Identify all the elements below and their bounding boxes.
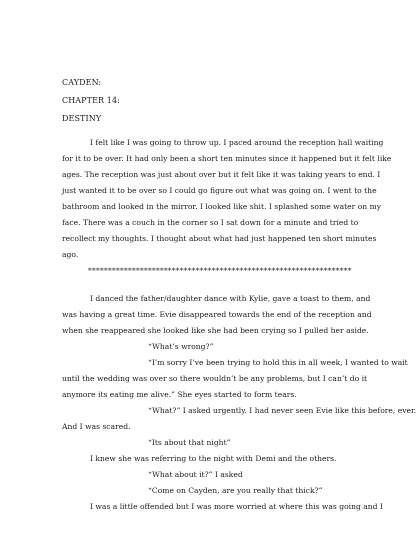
text-line: I felt like I was going to throw up. I paced around the reception hall waiting bbox=[90, 138, 384, 147]
dialogue-line: “What about it?” I asked bbox=[148, 470, 243, 479]
dialogue-line: “I’m sorry I’ve been trying to hold this in all week, I wanted to wait bbox=[148, 358, 408, 367]
dialogue-line: “Its about that night” bbox=[148, 438, 231, 447]
text-line: I danced the father/daughter dance with Kylie, gave a toast to them, and bbox=[90, 294, 371, 303]
dialogue-line: “What’s wrong?” bbox=[148, 342, 214, 351]
text-line: ages. The reception was just about over but it felt like it was taking years to end. I bbox=[62, 170, 381, 179]
text-line: ago. bbox=[62, 250, 79, 259]
text-line: when she reappeared she looked like she had been crying so I pulled her aside. bbox=[62, 326, 369, 335]
character-heading: CAYDEN: bbox=[62, 78, 102, 87]
text-line: for it to be over. It had only been a short ten minutes since it happened but it felt like bbox=[62, 154, 392, 163]
dialogue-line: “What?” I asked urgently. I had never seen Evie like this before, ever. bbox=[148, 406, 417, 415]
section-separator: ****************************************************************** bbox=[88, 266, 352, 275]
text-line: I was a little offended but I was more worried at where this was going and I bbox=[90, 502, 383, 511]
text-line: I knew she was referring to the night with Demi and the others. bbox=[90, 454, 337, 463]
text-line: And I was scared. bbox=[62, 422, 131, 431]
chapter-heading: CHAPTER 14: bbox=[62, 96, 120, 105]
text-line: bathroom and looked in the mirror. I looked like shit. I splashed some water on my bbox=[62, 202, 382, 211]
text-line: until the wedding was over so there wouldn’t be any problems, but I can’t do it bbox=[62, 374, 368, 383]
text-line: was having a great time. Evie disappeared towards the end of the reception and bbox=[62, 310, 372, 319]
text-line: face. There was a couch in the corner so I sat down for a minute and tried to bbox=[62, 218, 359, 227]
text-line: anymore its eating me alive.” She eyes started to form tears. bbox=[62, 390, 297, 399]
chapter-title: DESTINY bbox=[62, 114, 102, 123]
text-line: recollect my thoughts. I thought about what had just happened ten short minutes bbox=[62, 234, 377, 243]
text-line: just wanted it to be over so I could go figure out what was going on. I went to the bbox=[62, 186, 377, 195]
dialogue-line: “Come on Cayden, are you really that thick?” bbox=[148, 486, 323, 495]
